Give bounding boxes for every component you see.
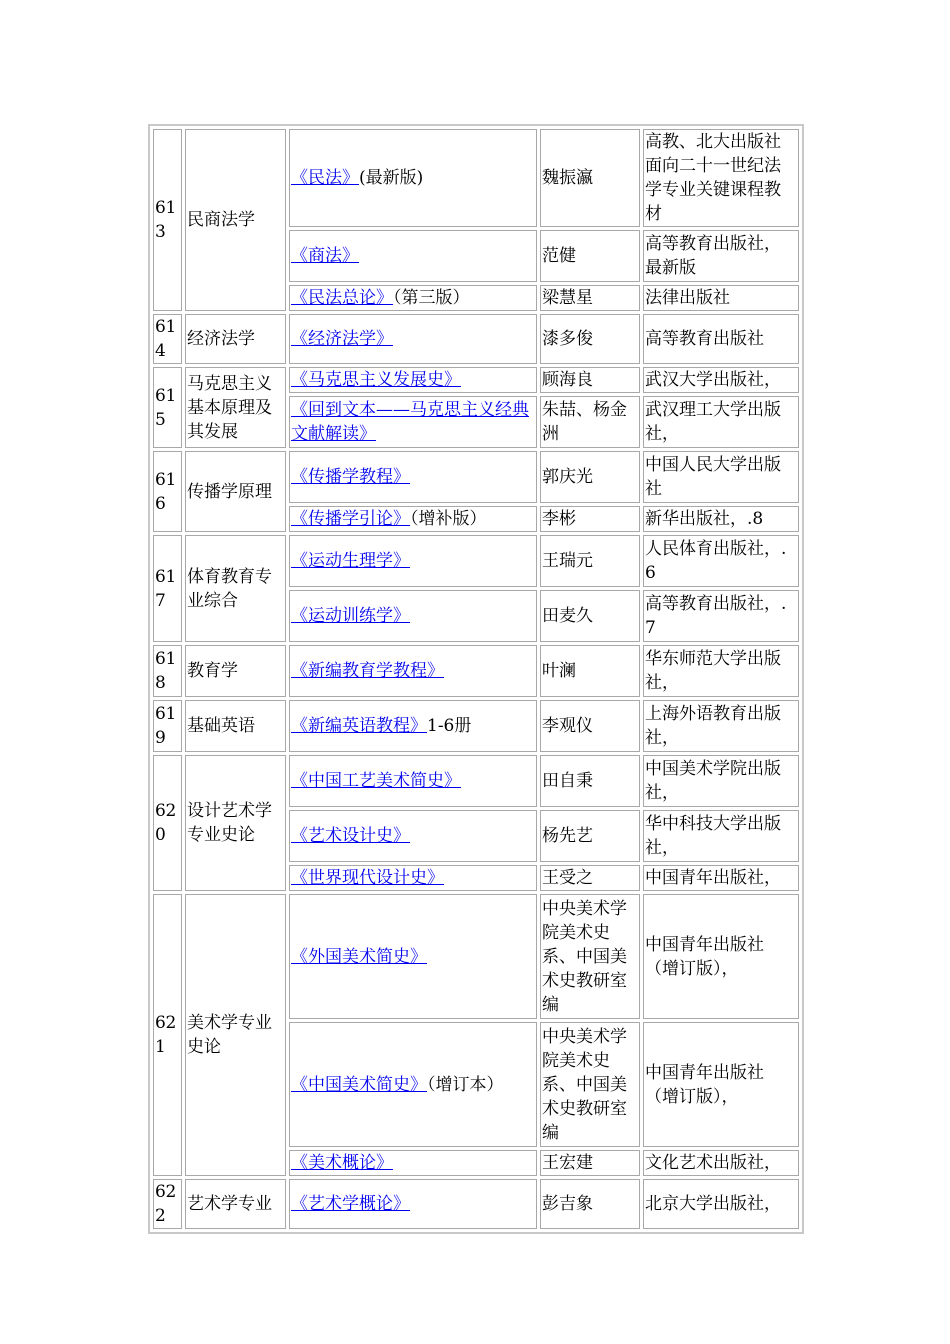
book-author: 彭吉象	[540, 1179, 640, 1229]
book-cell	[289, 285, 537, 311]
book-author: 魏振瀛	[540, 129, 640, 227]
book-publisher: 新华出版社，.8	[643, 506, 799, 532]
course-code: 622	[153, 1179, 182, 1229]
book-author: 漆多俊	[540, 314, 640, 364]
book-publisher: 中国青年出版社，	[643, 865, 799, 891]
book-cell	[289, 367, 537, 393]
book-list-body	[153, 129, 799, 1229]
book-cell	[289, 755, 537, 807]
book-publisher: 法律出版社	[643, 285, 799, 311]
table-row	[153, 645, 799, 697]
course-code: 614	[153, 314, 182, 364]
book-title-link[interactable]: 《新编教育学教程》	[291, 661, 444, 681]
table-row	[153, 535, 799, 587]
book-author: 王瑞元	[540, 535, 640, 587]
book-publisher: 华东师范大学出版社，	[643, 645, 799, 697]
book-cell	[289, 396, 537, 448]
course-subject: 民商法学	[185, 129, 286, 311]
book-publisher: 上海外语教育出版社，	[643, 700, 799, 752]
book-author: 李彬	[540, 506, 640, 532]
book-publisher: 人民体育出版社，.6	[643, 535, 799, 587]
book-edition-note: （增补版）	[410, 509, 487, 529]
book-cell	[289, 1179, 537, 1229]
course-code: 616	[153, 451, 182, 532]
book-title-link[interactable]: 《运动生理学》	[291, 551, 410, 571]
book-title-link[interactable]: 《艺术学概论》	[291, 1194, 410, 1214]
book-cell	[289, 590, 537, 642]
course-code: 618	[153, 645, 182, 697]
book-author: 田麦久	[540, 590, 640, 642]
book-publisher: 高等教育出版社	[643, 314, 799, 364]
book-publisher: 中国人民大学出版社	[643, 451, 799, 503]
book-title-link[interactable]: 《世界现代设计史》	[291, 868, 444, 888]
table-row	[153, 129, 799, 227]
table-row	[153, 314, 799, 364]
book-title-link[interactable]: 《传播学引论》	[291, 509, 410, 529]
book-cell	[289, 810, 537, 862]
book-cell	[289, 230, 537, 282]
course-code: 617	[153, 535, 182, 642]
book-publisher: 高教、北大出版社面向二十一世纪法学专业关键课程教材	[643, 129, 799, 227]
table-row	[153, 894, 799, 1019]
book-cell	[289, 1022, 537, 1147]
course-subject: 基础英语	[185, 700, 286, 752]
book-cell	[289, 865, 537, 891]
course-subject: 艺术学专业	[185, 1179, 286, 1229]
book-publisher: 高等教育出版社，最新版	[643, 230, 799, 282]
book-author: 田自秉	[540, 755, 640, 807]
book-cell	[289, 451, 537, 503]
book-title-link[interactable]: 《中国工艺美术简史》	[291, 771, 461, 791]
course-code: 619	[153, 700, 182, 752]
book-author: 王受之	[540, 865, 640, 891]
book-edition-note: (最新版)	[359, 168, 424, 188]
book-edition-note: 1-6册	[427, 716, 472, 736]
book-author: 梁慧星	[540, 285, 640, 311]
course-subject: 设计艺术学专业史论	[185, 755, 286, 891]
book-publisher: 武汉大学出版社，	[643, 367, 799, 393]
book-cell	[289, 700, 537, 752]
book-cell	[289, 129, 537, 227]
table-row	[153, 700, 799, 752]
book-author: 李观仪	[540, 700, 640, 752]
book-title-link[interactable]: 《美术概论》	[291, 1153, 393, 1173]
book-author: 王宏建	[540, 1150, 640, 1176]
course-code: 613	[153, 129, 182, 311]
book-title-link[interactable]: 《民法》	[291, 168, 359, 188]
course-subject: 传播学原理	[185, 451, 286, 532]
book-publisher: 文化艺术出版社，	[643, 1150, 799, 1176]
book-cell	[289, 645, 537, 697]
book-title-link[interactable]: 《新编英语教程》	[291, 716, 427, 736]
book-author: 中央美术学院美术史系、中国美术史教研室编	[540, 1022, 640, 1147]
book-author: 杨先艺	[540, 810, 640, 862]
book-edition-note: （第三版）	[393, 288, 470, 308]
course-subject: 经济法学	[185, 314, 286, 364]
book-cell	[289, 506, 537, 532]
book-author: 朱喆、杨金洲	[540, 396, 640, 448]
book-publisher: 武汉理工大学出版社，	[643, 396, 799, 448]
book-publisher: 华中科技大学出版社，	[643, 810, 799, 862]
book-publisher: 高等教育出版社，.7	[643, 590, 799, 642]
book-title-link[interactable]: 《传播学教程》	[291, 467, 410, 487]
book-publisher: 中国青年出版社（增订版），	[643, 894, 799, 1019]
book-title-link[interactable]: 《回到文本——马克思主义经典文献解读》	[291, 400, 529, 444]
course-subject: 马克思主义基本原理及其发展	[185, 367, 286, 448]
course-subject: 体育教育专业综合	[185, 535, 286, 642]
book-publisher: 北京大学出版社，	[643, 1179, 799, 1229]
book-title-link[interactable]: 《商法》	[291, 246, 359, 266]
course-code: 621	[153, 894, 182, 1176]
book-list-table	[148, 124, 804, 1234]
table-row	[153, 451, 799, 503]
book-cell	[289, 535, 537, 587]
table-row	[153, 755, 799, 807]
book-title-link[interactable]: 《艺术设计史》	[291, 826, 410, 846]
book-cell	[289, 1150, 537, 1176]
book-author: 中央美术学院美术史系、中国美术史教研室编	[540, 894, 640, 1019]
book-publisher: 中国青年出版社（增订版），	[643, 1022, 799, 1147]
book-publisher: 中国美术学院出版社，	[643, 755, 799, 807]
book-cell	[289, 314, 537, 364]
book-cell	[289, 894, 537, 1019]
book-author: 范健	[540, 230, 640, 282]
book-title-link[interactable]: 《运动训练学》	[291, 606, 410, 626]
book-author: 叶澜	[540, 645, 640, 697]
table-row	[153, 1179, 799, 1229]
course-subject: 美术学专业史论	[185, 894, 286, 1176]
course-code: 620	[153, 755, 182, 891]
book-title-link[interactable]: 《外国美术简史》	[291, 946, 427, 967]
table-row	[153, 367, 799, 393]
book-author: 顾海良	[540, 367, 640, 393]
book-author: 郭庆光	[540, 451, 640, 503]
book-title-link[interactable]: 《经济法学》	[291, 329, 393, 349]
course-subject: 教育学	[185, 645, 286, 697]
book-title-link[interactable]: 《民法总论》	[291, 288, 393, 308]
course-code: 615	[153, 367, 182, 448]
book-title-link[interactable]: 《马克思主义发展史》	[291, 370, 461, 390]
book-title-link[interactable]: 《中国美术简史》	[291, 1074, 427, 1095]
book-edition-note: （增订本）	[427, 1074, 504, 1095]
